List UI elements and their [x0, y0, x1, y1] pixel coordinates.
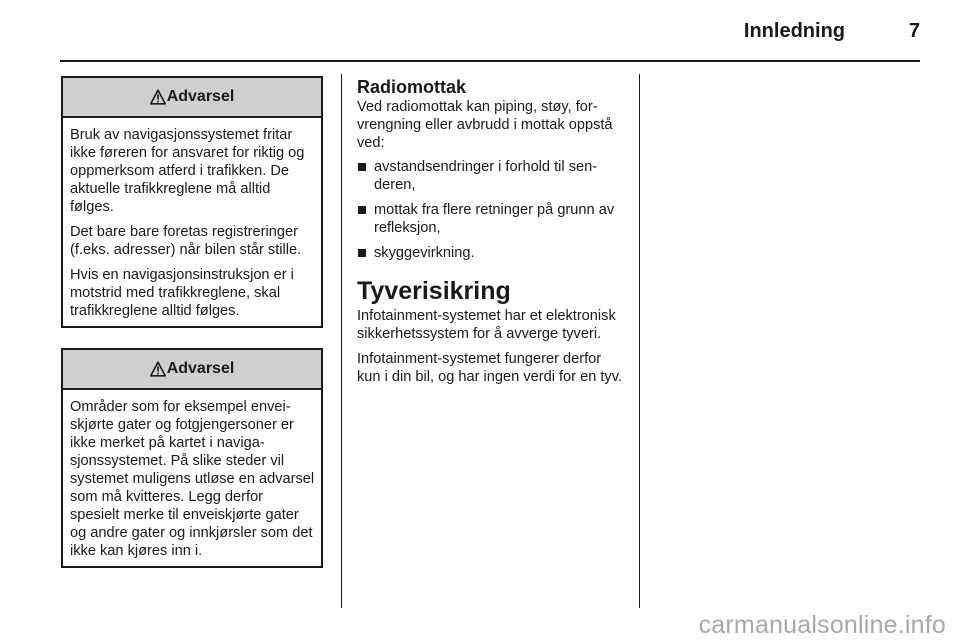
warning-paragraph: Hvis en navigasjonsinstruksjon er i motstrid med trafikkreglene, skal trafikkreglene alltid følges. [70, 267, 294, 319]
column-radio-theft [357, 76, 625, 386]
warning-heading-text: Advarsel [166, 88, 235, 105]
warning-paragraph: Områder som for eksempel enveiskjørte gater og fotgjengersoner er ikke merket på kartet i navigasjonssystemet. På slike steder vil systemet muligens utløse en advarsel som må kvitteres. Legg derfor spesielt merke til enveiskjørte gater og andre gater og innkjørsler som det ikke kan kjøres inn i. [70, 399, 315, 559]
list-item [357, 244, 625, 262]
page-header [60, 0, 920, 62]
column-divider [341, 74, 342, 608]
header-rule [60, 60, 920, 62]
theft-paragraph: Infotainment-systemet fungerer derfor kun i din bil, og har ingen verdi for en tyv. [357, 351, 622, 385]
warning-paragraph: Bruk av navigasjonssystemet fritar ikke føreren for ansvaret for riktig og oppmerksom atferd i trafikken. De aktuelle trafikkreglene må alltid følges. [70, 127, 305, 215]
warning-heading [63, 350, 321, 390]
warning-box-map [61, 348, 323, 568]
radio-heading: Radiomottak [357, 77, 467, 97]
theft-paragraph: Infotainment-systemet har et elektronisk sikkerhetssystem for å avverge tyveri. [357, 308, 616, 342]
warning-paragraph: Det bare bare foretas registreringer (f.eks. adresser) når bilen står stille. [70, 224, 302, 258]
radio-intro: Ved radiomottak kan piping, støy, forvrengning eller avbrudd i mottak oppstå ved: [357, 99, 613, 151]
warning-body [63, 118, 321, 326]
column-divider [639, 74, 640, 608]
warning-body [63, 390, 321, 566]
section-title: Innledning [743, 20, 845, 42]
list-item-text: skyggevirkning. [374, 245, 475, 261]
warning-triangle-icon [150, 361, 166, 377]
bullet-square-icon [358, 163, 366, 171]
page-number: 7 [908, 20, 920, 42]
bullet-square-icon [358, 249, 366, 257]
warning-triangle-icon [150, 89, 166, 105]
theft-heading: Tyverisikring [357, 277, 511, 305]
bullet-square-icon [358, 206, 366, 214]
list-item [357, 158, 625, 194]
radio-bullet-list [357, 158, 625, 262]
warning-heading [63, 78, 321, 118]
warning-box-navigation [61, 76, 323, 328]
list-item-text: avstandsendringer i forhold til senderen, [374, 159, 598, 193]
list-item-text: mottak fra flere retninger på grunn av refleksjon, [374, 202, 615, 236]
watermark-text: carmanualsonline.info [698, 611, 946, 639]
warning-heading-text: Advarsel [166, 360, 235, 377]
list-item [357, 201, 625, 237]
